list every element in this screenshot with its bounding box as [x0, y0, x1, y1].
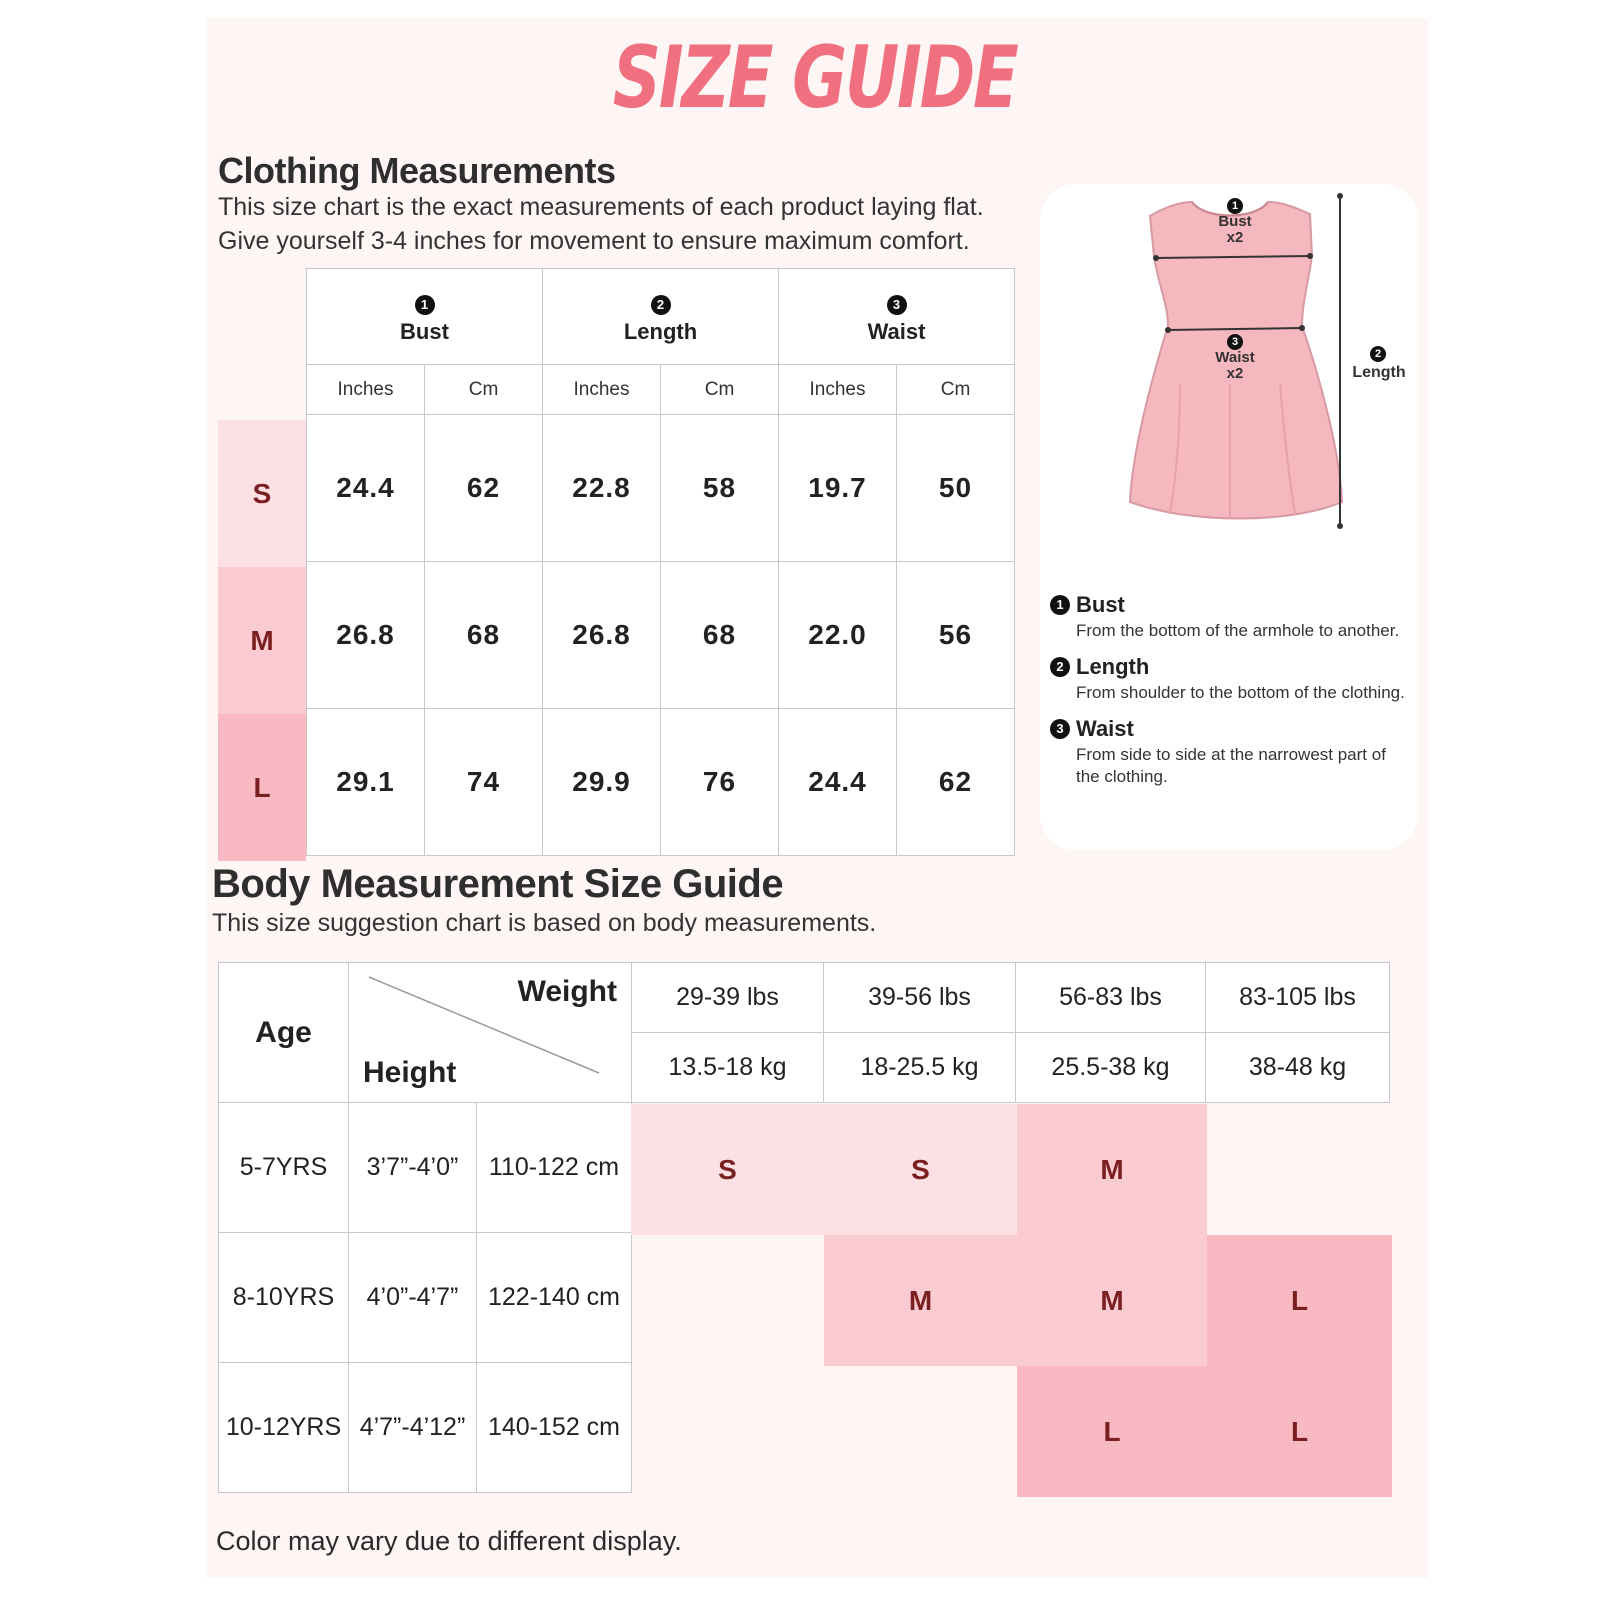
length-header — [543, 269, 779, 365]
suggested-size-cell: S — [631, 1104, 824, 1235]
clothing-measurements-table — [306, 268, 1015, 856]
number-badge: 2 — [1050, 657, 1070, 677]
unit-header-row — [307, 365, 1015, 415]
waist-label: Waist — [1215, 349, 1255, 366]
suggested-size-cell: L — [1207, 1235, 1392, 1366]
waist-diagram-label — [1205, 350, 1265, 382]
table-cell: 76 — [661, 709, 779, 856]
weight-lbs-cell: 29-39 lbs — [632, 963, 824, 1033]
clothing-heading: Clothing Measurements — [218, 150, 616, 191]
table-cell: 50 — [897, 415, 1015, 562]
bust-label: Bust — [1218, 213, 1252, 230]
unit-header: Inches — [543, 365, 661, 415]
suggested-size-cell: M — [824, 1235, 1017, 1366]
clothing-desc-line1: This size chart is the exact measurements of each product laying flat. — [218, 193, 984, 221]
height-ft-cell: 4’0”-4’7” — [349, 1233, 477, 1363]
number-badge: 2 — [651, 295, 671, 315]
table-cell: 19.7 — [779, 415, 897, 562]
group-header-row — [307, 269, 1015, 365]
table-cell: 29.1 — [307, 709, 425, 856]
suggested-size-cell: S — [824, 1104, 1017, 1235]
weight-kg-cell: 13.5-18 kg — [632, 1033, 824, 1103]
table-cell: 58 — [661, 415, 779, 562]
weight-kg-row — [632, 1033, 1390, 1103]
age-cell: 8-10YRS — [219, 1233, 349, 1363]
table-row — [219, 1233, 632, 1363]
legend-waist — [1050, 716, 1420, 788]
bust-header — [307, 269, 543, 365]
waist-number-badge: 3 — [1227, 334, 1243, 350]
clothing-desc-line2: Give yourself 3-4 inches for movement to ensure maximum comfort. — [218, 227, 970, 255]
length-number-badge: 2 — [1370, 346, 1386, 362]
weight-height-header — [349, 963, 632, 1103]
legend-title: Bust — [1076, 592, 1125, 617]
height-cm-cell: 140-152 cm — [477, 1363, 632, 1493]
bust-multiplier: x2 — [1226, 229, 1244, 246]
number-badge: 3 — [1050, 719, 1070, 739]
weight-header-table — [631, 962, 1390, 1103]
age-header: Age — [219, 963, 349, 1103]
unit-header: Inches — [779, 365, 897, 415]
table-cell: 29.9 — [543, 709, 661, 856]
number-badge: 1 — [1050, 595, 1070, 615]
table-cell: 68 — [661, 562, 779, 709]
legend-title: Waist — [1076, 716, 1134, 741]
table-row — [219, 1363, 632, 1493]
weight-lbs-row — [632, 963, 1390, 1033]
table-row — [219, 1103, 632, 1233]
number-badge: 3 — [887, 295, 907, 315]
size-label-m: M — [218, 567, 306, 714]
waist-multiplier: x2 — [1226, 365, 1244, 382]
bust-diagram-label — [1205, 214, 1265, 246]
group-label: Length — [623, 318, 698, 344]
size-label-s: S — [218, 420, 306, 567]
footer-note: Color may vary due to different display. — [216, 1526, 682, 1556]
table-cell: 24.4 — [307, 415, 425, 562]
suggested-size-cell: L — [1017, 1366, 1207, 1497]
table-cell: 22.8 — [543, 415, 661, 562]
weight-kg-cell: 25.5-38 kg — [1016, 1033, 1206, 1103]
legend-length — [1050, 654, 1420, 704]
suggested-size-cell: L — [1207, 1366, 1392, 1497]
age-cell: 5-7YRS — [219, 1103, 349, 1233]
body-header-row — [219, 963, 632, 1103]
table-cell: 62 — [897, 709, 1015, 856]
group-label: Bust — [400, 318, 449, 344]
waist-header — [779, 269, 1015, 365]
height-cm-cell: 122-140 cm — [477, 1233, 632, 1363]
table-cell: 26.8 — [543, 562, 661, 709]
height-header: Height — [363, 1056, 457, 1089]
height-ft-cell: 4’7”-4’12” — [349, 1363, 477, 1493]
table-cell: 22.0 — [779, 562, 897, 709]
unit-header: Inches — [307, 365, 425, 415]
table-cell: 62 — [425, 415, 543, 562]
weight-kg-cell: 18-25.5 kg — [824, 1033, 1016, 1103]
size-label-l: L — [218, 714, 306, 861]
age-cell: 10-12YRS — [219, 1363, 349, 1493]
body-heading: Body Measurement Size Guide — [212, 862, 784, 906]
body-desc: This size suggestion chart is based on body measurements. — [212, 909, 877, 937]
table-row — [307, 415, 1015, 562]
table-cell: 56 — [897, 562, 1015, 709]
weight-lbs-cell: 39-56 lbs — [824, 963, 1016, 1033]
suggested-size-cell: M — [1017, 1104, 1207, 1235]
page-title: SIZE GUIDE — [612, 28, 1017, 128]
height-cm-cell: 110-122 cm — [477, 1103, 632, 1233]
unit-header: Cm — [661, 365, 779, 415]
weight-lbs-cell: 56-83 lbs — [1016, 963, 1206, 1033]
bust-number-badge: 1 — [1227, 198, 1243, 214]
number-badge: 1 — [415, 295, 435, 315]
body-measurement-table — [218, 962, 632, 1493]
legend-bust — [1050, 592, 1420, 642]
height-ft-cell: 3’7”-4’0” — [349, 1103, 477, 1233]
table-row — [307, 562, 1015, 709]
legend-desc: From side to side at the narrowest part of — [1076, 745, 1386, 764]
length-label: Length — [1352, 364, 1406, 381]
table-cell: 24.4 — [779, 709, 897, 856]
unit-header: Cm — [897, 365, 1015, 415]
legend-desc: From shoulder to the bottom of the clothing. — [1076, 683, 1405, 702]
weight-kg-cell: 38-48 kg — [1206, 1033, 1390, 1103]
unit-header: Cm — [425, 365, 543, 415]
weight-lbs-cell: 83-105 lbs — [1206, 963, 1390, 1033]
suggested-size-cell: M — [1017, 1235, 1207, 1366]
table-row — [307, 709, 1015, 856]
table-cell: 26.8 — [307, 562, 425, 709]
legend-desc: From the bottom of the armhole to another. — [1076, 621, 1400, 640]
table-cell: 74 — [425, 709, 543, 856]
size-labels-column — [218, 420, 306, 861]
legend-desc: the clothing. — [1076, 767, 1168, 786]
weight-header: Weight — [517, 975, 617, 1008]
group-label: Waist — [867, 318, 926, 344]
table-cell: 68 — [425, 562, 543, 709]
legend-title: Length — [1076, 654, 1150, 679]
